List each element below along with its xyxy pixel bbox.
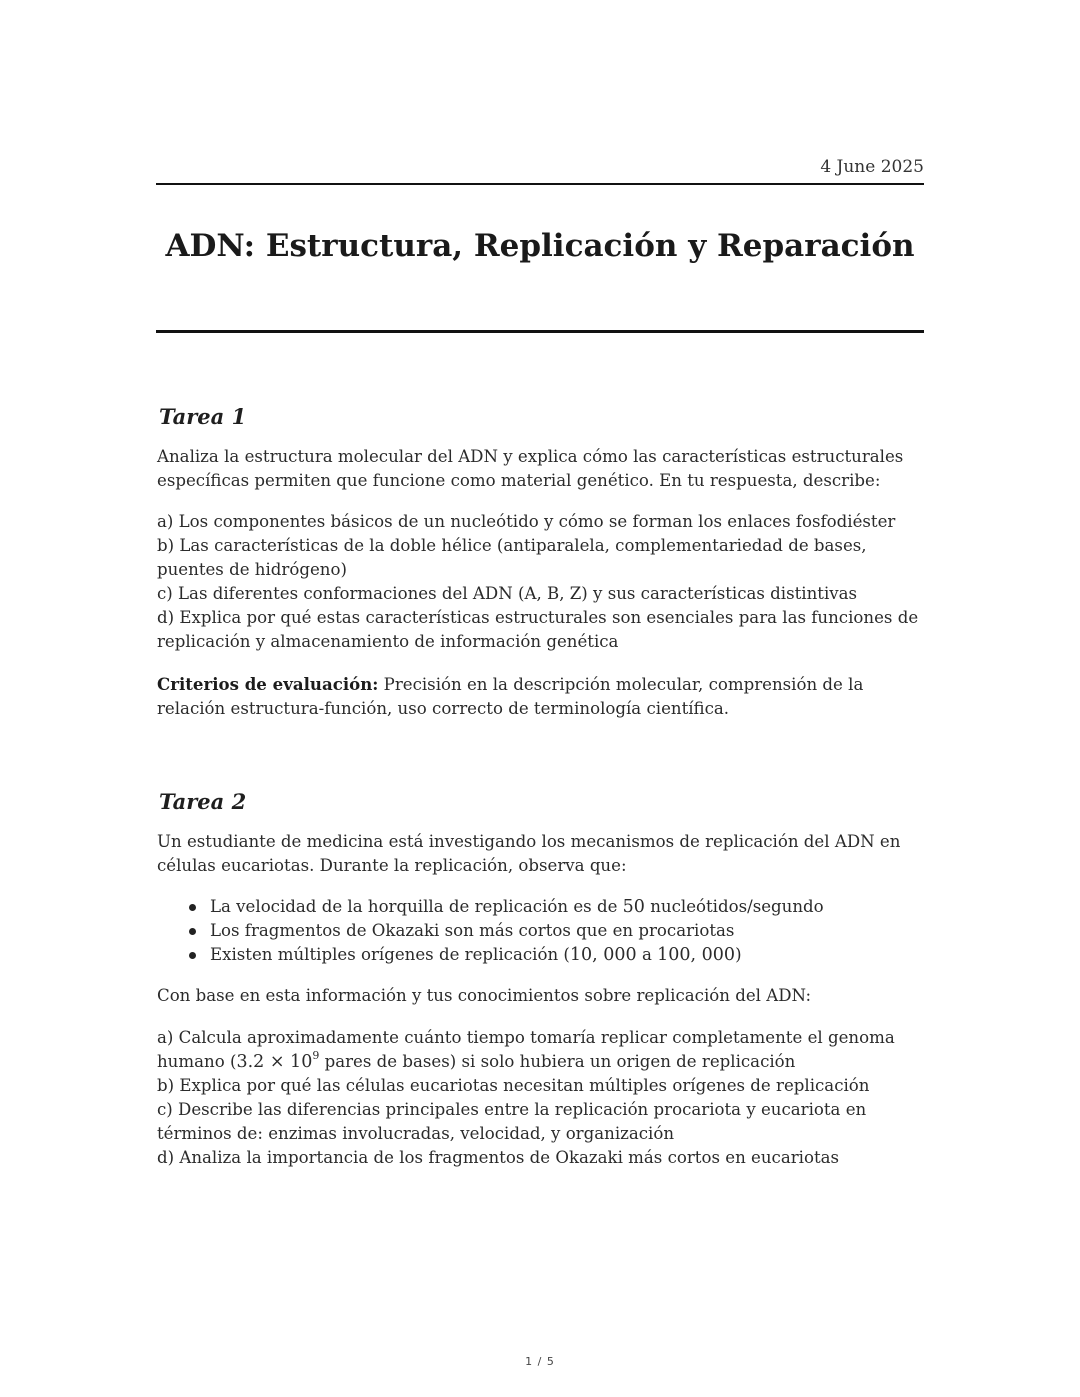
criteria-text: Precisión en la descripción molecular, comprensión de la	[378, 675, 864, 694]
origins-max-value: 100, 000	[657, 945, 736, 965]
task-2-question-a: a) Calcula aproximadamente cuánto tiempo tomaría replicar completamente el genoma	[157, 1028, 895, 1047]
header-divider	[156, 183, 924, 185]
task-1-item-b: b) Las características de la doble hélice (antiparalela, complementariedad de bases,	[157, 536, 867, 555]
task-1-criteria	[157, 672, 927, 721]
document-date: 4 June 2025	[820, 157, 924, 177]
task-1-items	[157, 510, 927, 654]
genome-size-exponent: 9	[312, 1049, 320, 1062]
task-2-observations	[157, 895, 927, 967]
bullet-text: a	[636, 945, 658, 964]
task-2-lead-text: Con base en esta información y tus conocimientos sobre replicación del ADN:	[157, 986, 812, 1005]
bullet-text: La velocidad de la horquilla de replicación es de	[210, 897, 623, 916]
task-1-item-c: c) Las diferentes conformaciones del ADN (A, B, Z) y sus características distintivas	[157, 584, 858, 603]
question-text: pares de bases) si solo hubiera un origen de replicación	[319, 1052, 796, 1071]
fork-speed-value: 50	[622, 897, 645, 917]
task-1-item-b-cont: puentes de hidrógeno)	[157, 560, 347, 579]
task-2-question-b: b) Explica por qué las células eucariotas necesitan múltiples orígenes de replicación	[157, 1076, 870, 1095]
list-item	[157, 943, 927, 967]
task-1-item-d: d) Explica por qué estas características estructurales son esenciales para las funciones de	[157, 608, 919, 627]
list-item	[157, 895, 927, 919]
list-item	[157, 919, 927, 943]
task-2-questions	[157, 1026, 927, 1170]
task-2-heading: Tarea 2	[159, 789, 247, 814]
criteria-label: Criterios de evaluación:	[157, 674, 379, 694]
criteria-line	[157, 672, 927, 697]
observation-list	[157, 895, 927, 967]
task-2-question-d: d) Analiza la importancia de los fragmentos de Okazaki más cortos en eucariotas	[157, 1148, 840, 1167]
bullet-text: Existen múltiples orígenes de replicación (	[210, 945, 570, 964]
bullet-text: Los fragmentos de Okazaki son más cortos que en procariotas	[210, 921, 735, 940]
genome-size-math: 3.2 × 10	[236, 1052, 313, 1072]
task-1-heading: Tarea 1	[159, 404, 247, 429]
bullet-text: )	[735, 945, 742, 964]
task-1-intro	[157, 445, 927, 493]
bullet-text: nucleótidos/segundo	[644, 897, 824, 916]
task-1-intro-line: Analiza la estructura molecular del ADN y explica cómo las características estructurales	[157, 447, 904, 466]
page-title: ADN: Estructura, Replicación y Reparación	[165, 228, 915, 264]
origins-min-value: 10, 000	[569, 945, 637, 965]
task-2-question-c-cont: términos de: enzimas involucradas, velocidad, y organización	[157, 1124, 675, 1143]
task-2-lead	[157, 984, 927, 1008]
page-number: 1 / 5	[525, 1355, 555, 1368]
question-text: humano (	[157, 1052, 237, 1071]
task-1-item-d-cont: replicación y almacenamiento de información genética	[157, 632, 619, 651]
task-1-item-a: a) Los componentes básicos de un nucleótido y cómo se forman los enlaces fosfodiéster	[157, 512, 896, 531]
task-2-question-a-cont	[157, 1050, 927, 1074]
task-2-intro-line: células eucariotas. Durante la replicación, observa que:	[157, 856, 627, 875]
task-2-intro	[157, 830, 927, 878]
task-2-intro-line: Un estudiante de medicina está investigando los mecanismos de replicación del ADN en	[157, 832, 901, 851]
title-divider	[156, 330, 924, 333]
task-1-intro-line: específicas permiten que funcione como material genético. En tu respuesta, describe:	[157, 471, 881, 490]
task-2-question-c: c) Describe las diferencias principales entre la replicación procariota y eucariota en	[157, 1100, 867, 1119]
criteria-text-cont: relación estructura-función, uso correcto de terminología científica.	[157, 699, 730, 718]
